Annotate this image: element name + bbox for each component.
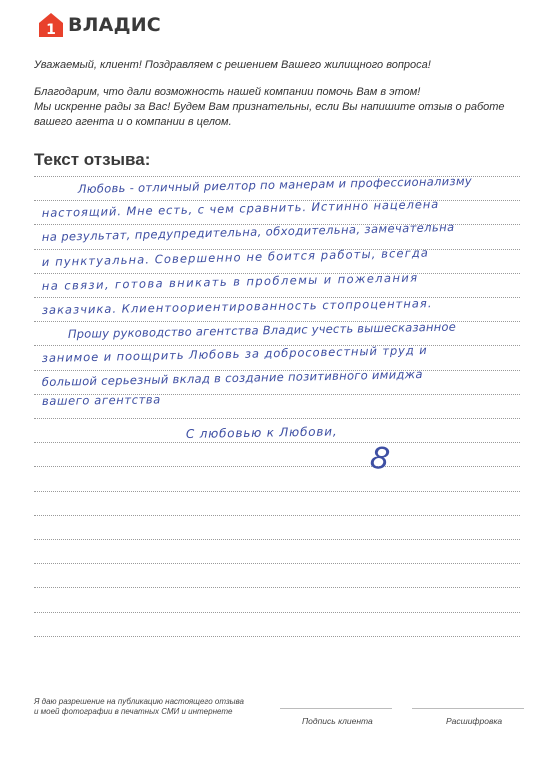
house-logo-icon	[38, 12, 64, 38]
ruled-line	[34, 418, 520, 420]
intro-request-cont: вашего агента и о компании в целом.	[34, 116, 232, 128]
decode-label: Расшифровка	[446, 716, 503, 726]
decode-field	[412, 708, 524, 710]
handwritten-line: и пунктуальна. Совершенно не боится работы, всегда	[41, 245, 430, 269]
handwritten-line: Прошу руководство агентства Владис учесть вышесказанное	[67, 319, 457, 341]
handwritten-line: занимое и поощрить Любовь за добросовестный труд и	[41, 342, 428, 365]
consent-line: Я даю разрешение на публикацию настоящего отзыва	[34, 697, 244, 706]
ruled-line	[34, 587, 520, 589]
ruled-line	[34, 491, 520, 493]
consent-line: и моей фотографии в печатных СМИ и интернете	[34, 707, 233, 716]
brand-name: ВЛАДИС	[68, 14, 161, 36]
signature-label: Подпись клиента	[302, 716, 373, 726]
intro-thanks: Благодарим, что дали возможность нашей компании помочь Вам в этом!	[34, 86, 421, 98]
review-heading: Текст отзыва:	[34, 150, 151, 169]
ruled-line	[34, 563, 520, 565]
logo-digit: 1	[46, 22, 56, 38]
handwritten-line: большой серьезный вклад в создание позитивного имиджа	[41, 367, 423, 389]
publication-consent	[34, 697, 244, 717]
intro-request: Мы искренне рады за Вас! Будем Вам признательны, если Вы напишите отзыв о работе	[34, 101, 505, 113]
signature: 8	[368, 440, 392, 478]
handwritten-line: на связи, готова вникать в проблемы и пожелания	[41, 270, 419, 293]
ruled-line	[34, 515, 520, 517]
ruled-line	[34, 539, 520, 541]
intro-greeting: Уважаемый, клиент! Поздравляем с решением Вашего жилищного вопроса!	[34, 59, 431, 71]
handwritten-line: вашего агентства	[41, 392, 161, 408]
ruled-line	[34, 466, 520, 468]
closing-phrase: С любовью к Любови,	[185, 424, 338, 441]
ruled-line	[34, 442, 520, 444]
handwritten-line: на результат, предупредительна, обходительна, замечательна	[41, 219, 455, 244]
ruled-line	[34, 612, 520, 614]
signature-field	[280, 708, 392, 710]
handwritten-line: заказчика. Клиентоориентированность стопроцентная.	[41, 296, 433, 317]
ruled-line	[34, 636, 520, 638]
handwritten-line: настоящий. Мне есть, с чем сравнить. Истинно нацелена	[41, 196, 440, 220]
brand-logo	[38, 12, 161, 38]
handwritten-line: Любовь - отличный риелтор по манерам и профессионализму	[77, 173, 473, 196]
